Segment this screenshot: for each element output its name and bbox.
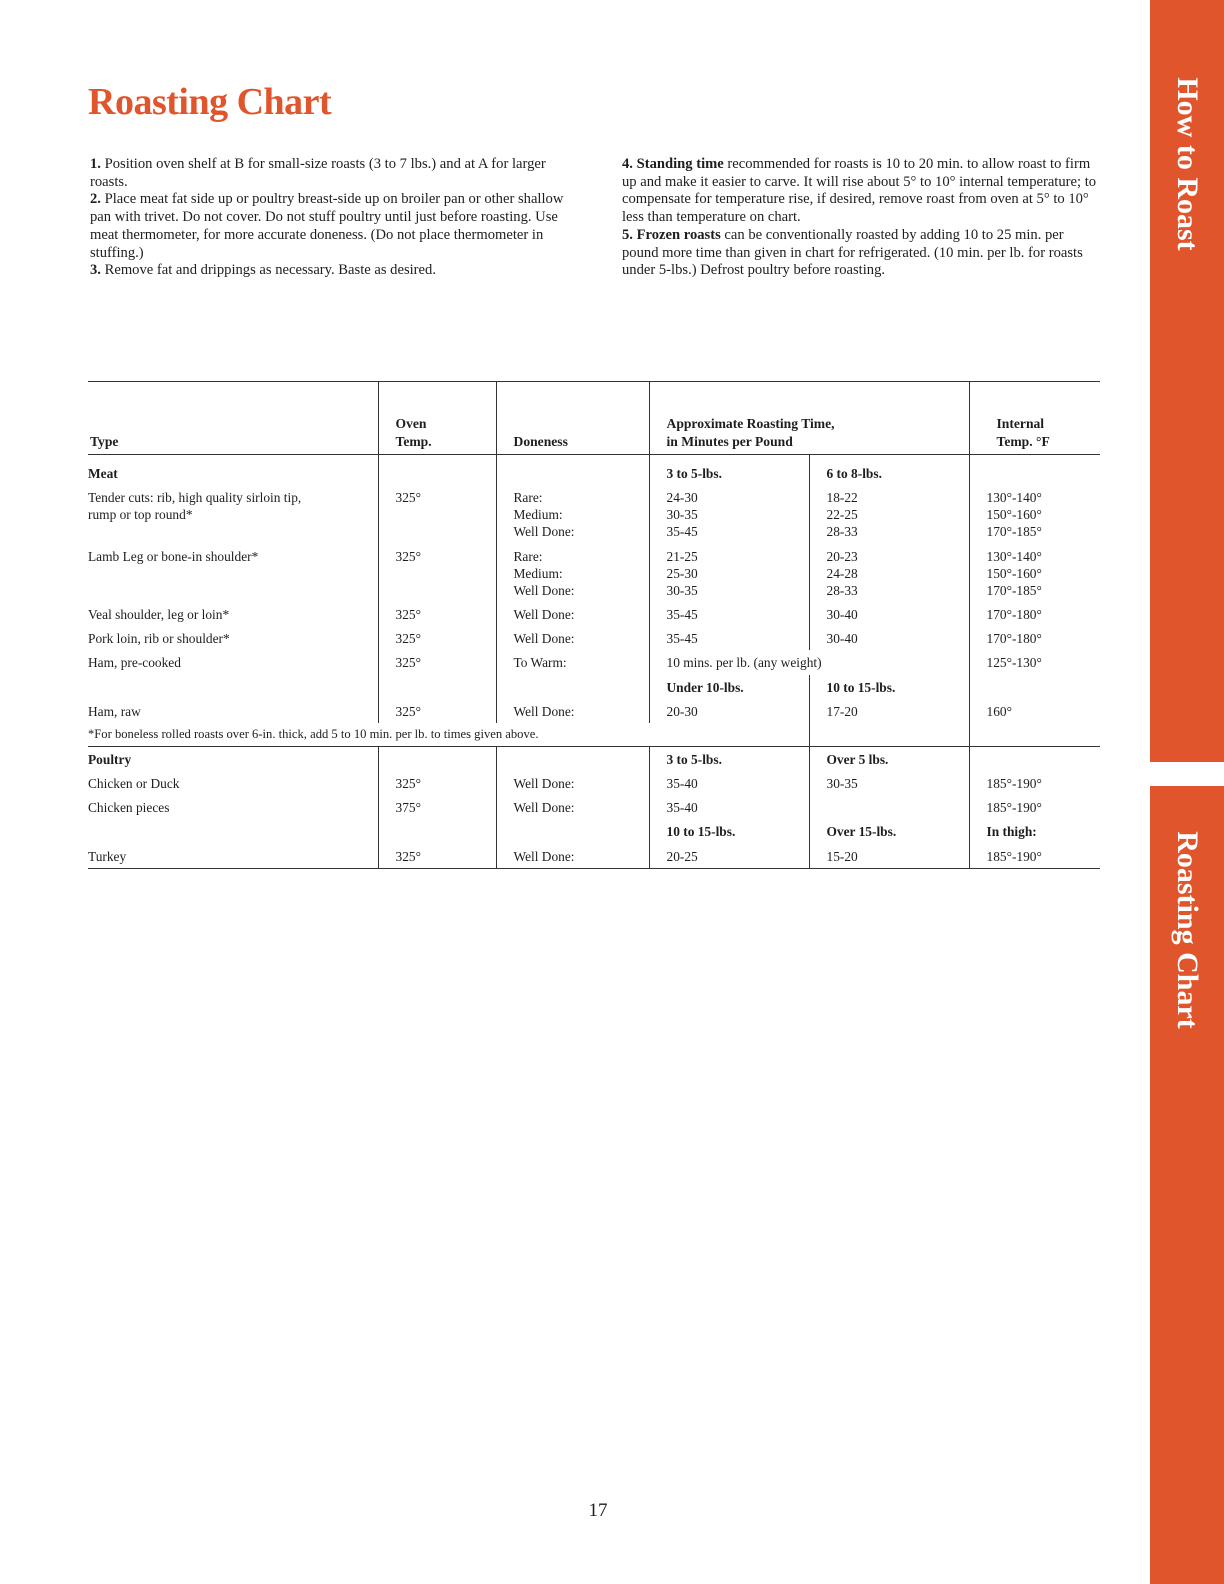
table-row — [88, 844, 1100, 869]
header-time-line2: in Minutes per Pound — [666, 433, 793, 449]
temp-cell: 325° — [378, 844, 496, 869]
instruction-4 — [622, 156, 1102, 227]
internal-temp-cell: 170°-180° — [969, 626, 1100, 650]
time-cell: 35-40 — [649, 771, 809, 795]
table-row — [88, 602, 1100, 626]
footnote-row — [88, 723, 1100, 747]
header-internal-line1: Internal — [996, 416, 1045, 432]
instruction-number: 4. — [622, 156, 633, 172]
temp-cell: 325° — [378, 699, 496, 723]
instructions-right — [622, 156, 1102, 280]
temp-cell: 325° — [378, 544, 496, 602]
section-label-poultry: Poultry — [88, 746, 378, 771]
temp-cell: 375° — [378, 795, 496, 819]
time-cell: 20-23 24-28 28-33 — [809, 544, 969, 602]
side-tab-how-to-roast[interactable] — [1150, 0, 1224, 762]
type-cell: Tender cuts: rib, high quality sirloin tip, rump or top round* — [88, 490, 302, 523]
instructions-left — [90, 156, 568, 280]
doneness-cell: Well Done: — [496, 699, 649, 723]
temp-cell: 325° — [378, 602, 496, 626]
doneness-cell: Well Done: — [496, 795, 649, 819]
doneness-cell: To Warm: — [496, 650, 649, 674]
subhead-weight: 6 to 8-lbs. — [809, 455, 969, 486]
instruction-keyword: Frozen roasts — [632, 226, 721, 243]
time-cell: 20-25 — [649, 844, 809, 869]
header-oven-temp-line2: Temp. — [395, 433, 432, 449]
instruction-text: can be conventionally roasted by adding 10 to 25 min. per pound more time than given in chart for refrigerated. (10 min. per lb. for roasts under 5-lbs.) Defrost poultry before roasting. — [622, 226, 1083, 279]
type-cell: Ham, raw — [88, 703, 141, 719]
header-roasting-time — [649, 382, 969, 455]
subhead-weight: Over 15-lbs. — [809, 819, 969, 843]
instruction-3 — [90, 262, 568, 280]
instruction-number: 2. — [90, 191, 101, 208]
side-tab-roasting-chart[interactable] — [1150, 786, 1224, 1584]
temp-cell: 325° — [378, 650, 496, 674]
subhead-row — [88, 819, 1100, 843]
table-row — [88, 795, 1100, 819]
time-cell: 15-20 — [809, 844, 969, 869]
side-tab-label: How to Roast — [1171, 77, 1204, 251]
table-row — [88, 650, 1100, 674]
instruction-keyword: Standing time — [632, 156, 724, 172]
header-doneness: Doneness — [496, 382, 649, 455]
subhead-weight: Under 10-lbs. — [649, 675, 809, 699]
instruction-text: recommended for roasts is 10 to 20 min. to allow roast to firm up and make it easier to carve. It will rise about 5° to 10° internal temperature; to compensate for temperature rise, if desired, remove roast from oven at 5° to 10° less than temperature on chart. — [622, 156, 1097, 226]
page-title: Roasting Chart — [88, 81, 332, 123]
instruction-5 — [622, 227, 1102, 280]
temp-cell: 325° — [378, 485, 496, 543]
instruction-1 — [90, 156, 568, 191]
page-number: 17 — [588, 1500, 608, 1521]
time-cell: 17-20 — [809, 699, 969, 723]
instruction-number: 5. — [622, 226, 633, 243]
table-row — [88, 626, 1100, 650]
internal-temp-cell: 130°-140° 150°-160° 170°-185° — [969, 485, 1100, 543]
table-row — [88, 771, 1100, 795]
internal-temp-cell: 185°-190° — [969, 795, 1100, 819]
time-cell: 35-40 — [649, 795, 809, 819]
header-type: Type — [88, 382, 378, 455]
time-cell: 30-35 — [809, 771, 969, 795]
time-cell: 10 mins. per lb. (any weight) — [649, 650, 969, 674]
internal-temp-cell: 125°-130° — [969, 650, 1100, 674]
internal-temp-cell: 130°-140° 150°-160° 170°-185° — [969, 544, 1100, 602]
table-header-row — [88, 382, 1100, 455]
internal-temp-cell: 185°-190° — [969, 844, 1100, 869]
instruction-text: Position oven shelf at B for small-size roasts (3 to 7 lbs.) and at A for larger roasts. — [90, 156, 546, 190]
table-row — [88, 485, 1100, 543]
instruction-text: Place meat fat side up or poultry breast-side up on broiler pan or other shallow pan with trivet. Do not cover. Do not stuff poultry until just before roasting. Use meat thermometer, for more accurate doneness. (Do not place thermometer in stuffing.) — [90, 191, 564, 261]
instruction-number: 3. — [90, 262, 101, 279]
instruction-number: 1. — [90, 156, 101, 172]
time-cell: 20-30 — [649, 699, 809, 723]
section-row-poultry — [88, 746, 1100, 771]
type-cell: Pork loin, rib or shoulder* — [88, 631, 230, 647]
time-cell: 35-45 — [649, 626, 809, 650]
doneness-cell: Rare: Medium: Well Done: — [496, 485, 649, 543]
time-cell — [809, 795, 969, 819]
section-row-meat — [88, 455, 1100, 486]
header-oven-temp-line1: Oven — [395, 416, 427, 432]
footnote: *For boneless rolled roasts over 6-in. thick, add 5 to 10 min. per lb. to times given above. — [88, 726, 539, 741]
instruction-text: Remove fat and drippings as necessary. Baste as desired. — [100, 262, 436, 279]
internal-temp-cell: 160° — [969, 699, 1100, 723]
time-cell: 30-40 — [809, 626, 969, 650]
temp-cell: 325° — [378, 626, 496, 650]
doneness-cell: Well Done: — [496, 602, 649, 626]
doneness-cell: Rare: Medium: Well Done: — [496, 544, 649, 602]
type-cell: Veal shoulder, leg or loin* — [88, 607, 230, 623]
time-cell: 30-40 — [809, 602, 969, 626]
side-tab-label: Roasting Chart — [1171, 831, 1204, 1029]
doneness-cell: Well Done: — [496, 626, 649, 650]
subhead-weight: 10 to 15-lbs. — [809, 675, 969, 699]
subhead-weight: 3 to 5-lbs. — [649, 746, 809, 771]
header-time-line1: Approximate Roasting Time, — [666, 416, 835, 432]
subhead-in-thigh: In thigh: — [969, 819, 1100, 843]
type-cell: Ham, pre-cooked — [88, 655, 181, 671]
section-label-meat: Meat — [88, 466, 118, 481]
subhead-row — [88, 675, 1100, 699]
temp-cell: 325° — [378, 771, 496, 795]
type-cell: Chicken pieces — [88, 800, 170, 816]
instruction-2 — [90, 191, 568, 262]
time-cell: 18-22 22-25 28-33 — [809, 485, 969, 543]
type-cell: Chicken or Duck — [88, 776, 180, 792]
table-row — [88, 544, 1100, 602]
doneness-cell: Well Done: — [496, 844, 649, 869]
internal-temp-cell: 185°-190° — [969, 771, 1100, 795]
header-internal-line2: Temp. °F — [996, 433, 1050, 449]
time-cell: 35-45 — [649, 602, 809, 626]
subhead-weight: 10 to 15-lbs. — [649, 819, 809, 843]
time-cell: 21-25 25-30 30-35 — [649, 544, 809, 602]
doneness-cell: Well Done: — [496, 771, 649, 795]
type-cell: Turkey — [88, 844, 378, 869]
roasting-table — [88, 381, 1100, 869]
header-oven-temp — [378, 382, 496, 455]
header-internal-temp — [969, 382, 1100, 455]
subhead-weight: Over 5 lbs. — [809, 746, 969, 771]
time-cell: 24-30 30-35 35-45 — [649, 485, 809, 543]
internal-temp-cell: 170°-180° — [969, 602, 1100, 626]
subhead-weight: 3 to 5-lbs. — [649, 455, 809, 486]
type-cell: Lamb Leg or bone-in shoulder* — [88, 548, 259, 564]
table-row — [88, 699, 1100, 723]
